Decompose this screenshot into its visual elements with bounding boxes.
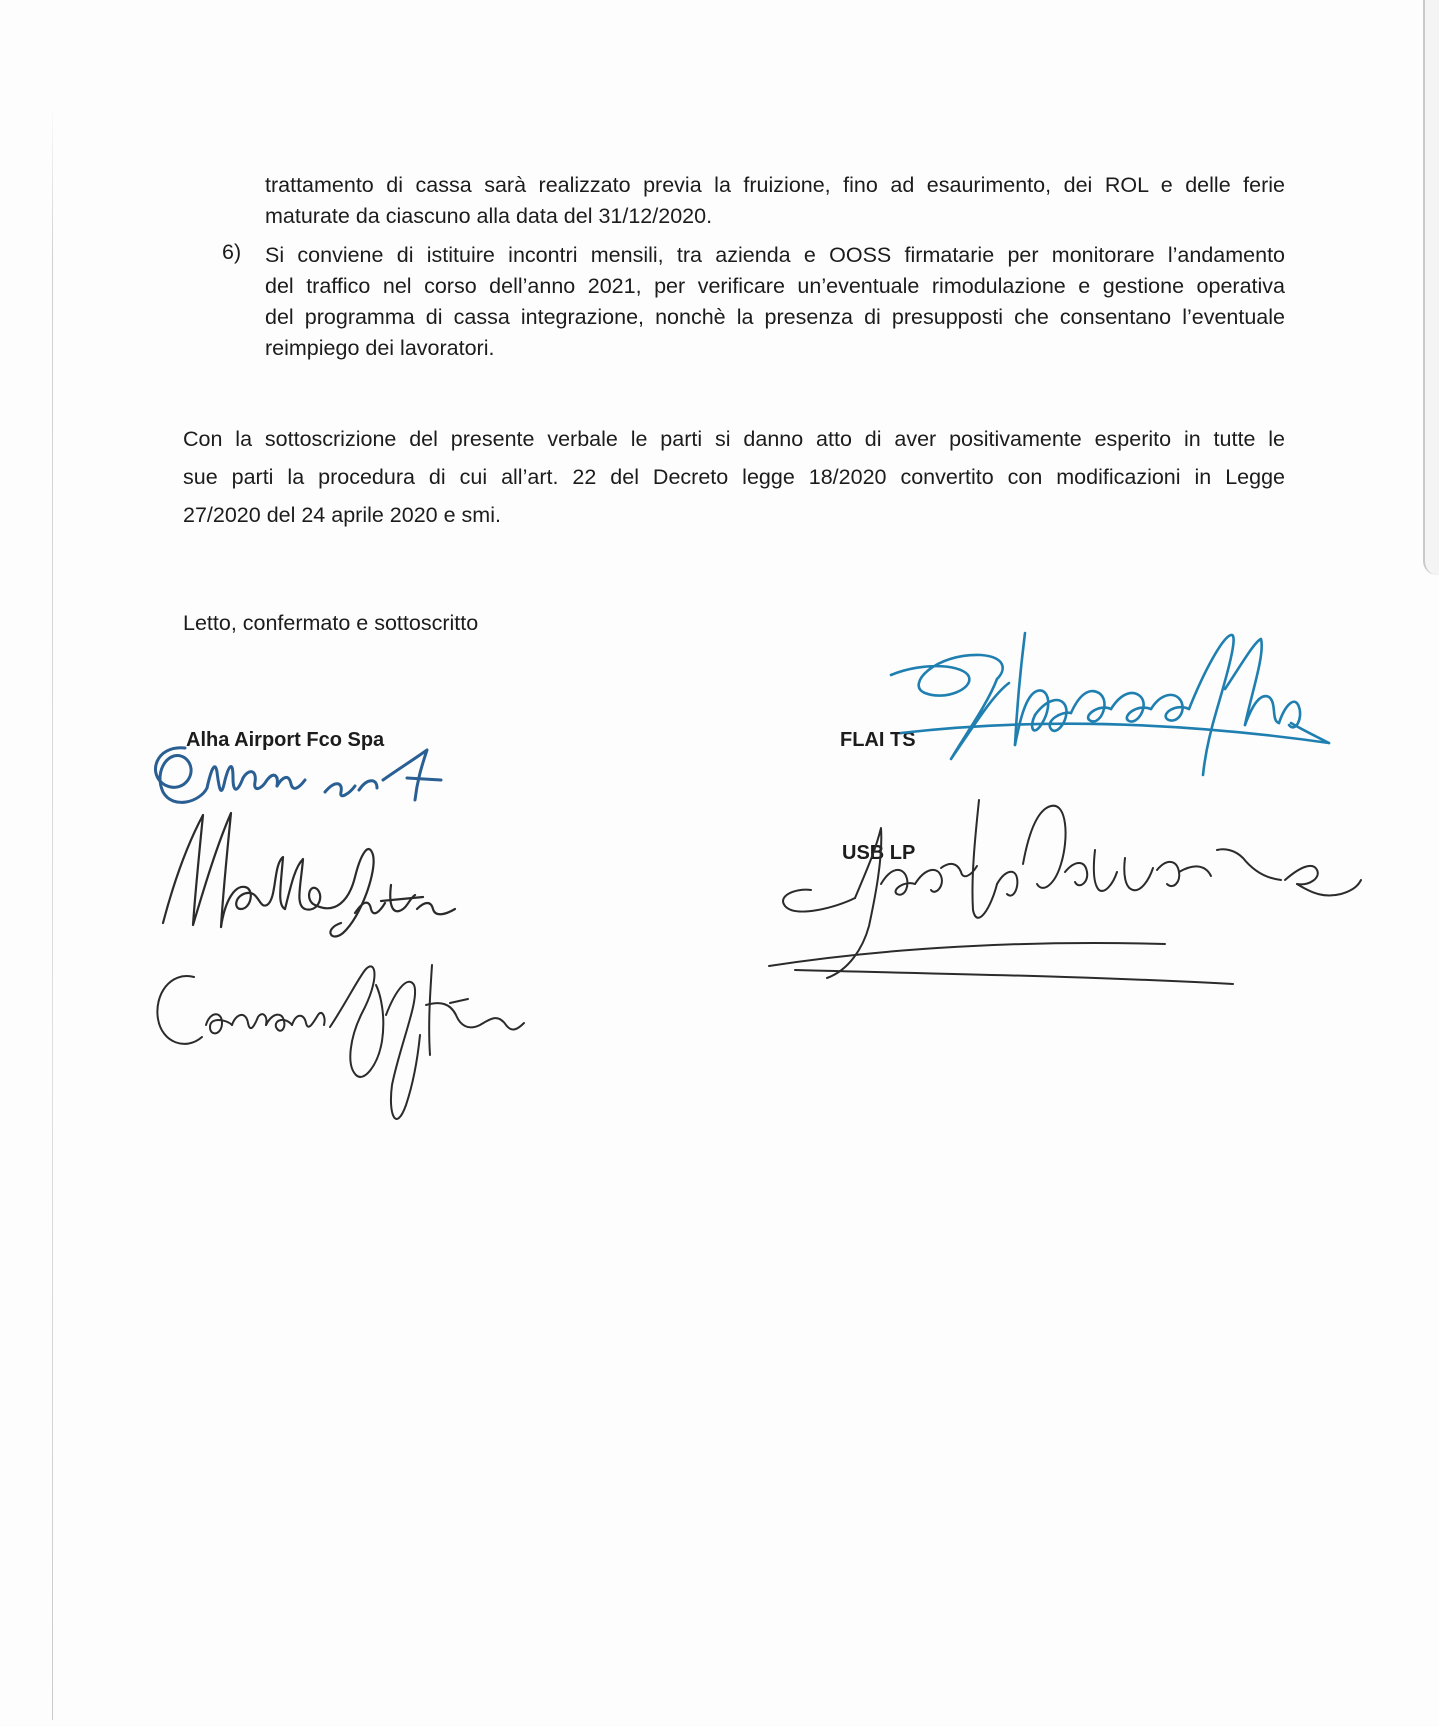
signatory-label-usb: USB LP — [842, 842, 916, 864]
text-line: Con la sottoscrizione del presente verbale le parti si danno atto di aver positivamente esperito in tutte le — [183, 427, 1285, 451]
handwritten-signature-company-3 — [150, 955, 530, 1135]
sign-off-text: Letto, confermato e sottoscritto — [183, 611, 479, 635]
text-line: del programma di cassa integrazione, nonchè la presenza di presupposti che consentano l’eventuale — [265, 305, 1285, 329]
text-line: reimpiego dei lavoratori. — [265, 336, 495, 360]
item-5-continuation — [265, 170, 1285, 232]
handwritten-signature-company-2 — [155, 805, 465, 955]
scan-page-corner — [1423, 0, 1439, 575]
scan-edge-shadow — [52, 100, 53, 1720]
text-line: maturate da ciascuno alla data del 31/12/2020. — [265, 204, 713, 228]
signatory-label-flai: FLAI TS — [840, 729, 916, 751]
signatory-label-company: Alha Airport Fco Spa — [186, 729, 385, 751]
list-item-6 — [265, 240, 1285, 364]
text-line: 27/2020 del 24 aprile 2020 e smi. — [183, 503, 501, 527]
text-line: trattamento di cassa sarà realizzato previa la fruizione, fino ad esaurimento, dei ROL e delle ferie — [265, 173, 1285, 197]
text-line: sue parti la procedura di cui all’art. 22 del Decreto legge 18/2020 convertito con modificazioni in Legge — [183, 465, 1285, 489]
list-number: 6) — [222, 240, 242, 264]
handwritten-signature-flai — [885, 625, 1335, 815]
text-line: Si conviene di istituire incontri mensili, tra azienda e OOSS firmatarie per monitorare l’andamento — [265, 243, 1285, 267]
text-line: del traffico nel corso dell’anno 2021, per verificare un’eventuale rimodulazione e gestione operativa — [265, 274, 1285, 298]
handwritten-signature-usb — [765, 798, 1365, 988]
closing-paragraph — [183, 420, 1285, 534]
